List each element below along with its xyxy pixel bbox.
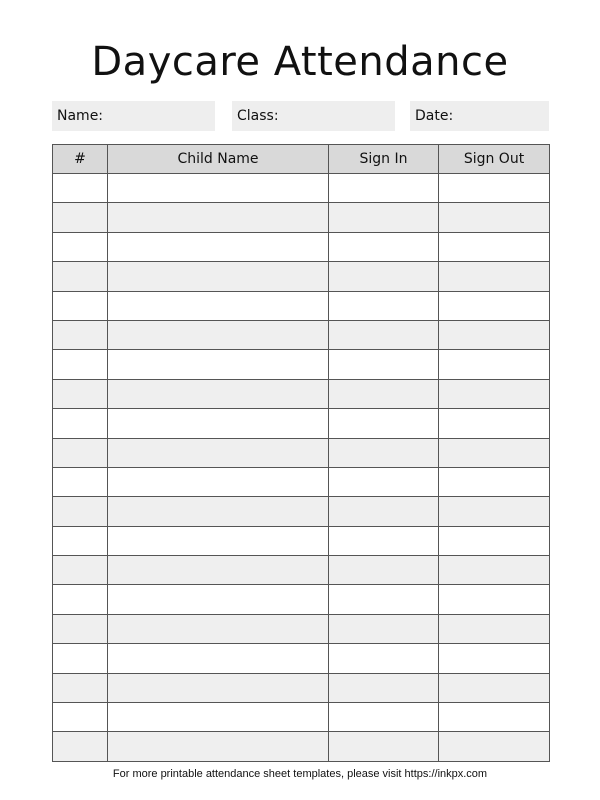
number-cell [53, 350, 108, 379]
sign-in-cell [329, 732, 439, 761]
table-row [53, 614, 550, 643]
child-name-cell [108, 350, 329, 379]
sign-in-cell [329, 174, 439, 203]
number-cell [53, 585, 108, 614]
table-row [53, 497, 550, 526]
date-field [410, 101, 549, 131]
sign-in-cell [329, 614, 439, 643]
footer-note: For more printable attendance sheet templates, please visit https://inkpx.com [112, 768, 488, 780]
sign-in-cell [329, 291, 439, 320]
sign-in-cell [329, 350, 439, 379]
sign-out-cell [439, 732, 550, 761]
number-cell [53, 673, 108, 702]
sign-out-cell [439, 497, 550, 526]
number-cell [53, 438, 108, 467]
child-name-cell [108, 467, 329, 496]
child-name-cell [108, 556, 329, 585]
sign-out-cell [439, 438, 550, 467]
table-row [53, 526, 550, 555]
child-name-cell [108, 291, 329, 320]
sign-in-cell [329, 585, 439, 614]
number-cell [53, 174, 108, 203]
page-title: Daycare Attendance [91, 39, 509, 85]
column-header-sign-in: Sign In [329, 145, 439, 174]
child-name-cell [108, 644, 329, 673]
sign-out-cell [439, 673, 550, 702]
class-field [232, 101, 395, 131]
child-name-cell [108, 232, 329, 261]
table-row [53, 409, 550, 438]
sign-out-cell [439, 526, 550, 555]
table-row [53, 585, 550, 614]
sign-in-cell [329, 320, 439, 349]
sign-out-cell [439, 467, 550, 496]
sign-in-cell [329, 556, 439, 585]
child-name-cell [108, 526, 329, 555]
table-row [53, 203, 550, 232]
sign-out-cell [439, 614, 550, 643]
child-name-cell [108, 497, 329, 526]
sign-out-cell [439, 291, 550, 320]
sign-out-cell [439, 703, 550, 732]
table-row [53, 644, 550, 673]
table-body [53, 174, 550, 762]
sign-in-cell [329, 644, 439, 673]
table-row [53, 467, 550, 496]
sign-out-cell [439, 585, 550, 614]
table-row [53, 291, 550, 320]
number-cell [53, 732, 108, 761]
table-row [53, 174, 550, 203]
sign-out-cell [439, 409, 550, 438]
child-name-cell [108, 703, 329, 732]
table-row [53, 320, 550, 349]
sign-out-cell [439, 379, 550, 408]
number-cell [53, 497, 108, 526]
sign-out-cell [439, 203, 550, 232]
child-name-cell [108, 174, 329, 203]
sign-out-cell [439, 232, 550, 261]
number-cell [53, 232, 108, 261]
number-cell [53, 203, 108, 232]
table-row [53, 732, 550, 761]
number-cell [53, 556, 108, 585]
table-header-row [53, 145, 550, 174]
child-name-cell [108, 585, 329, 614]
sign-out-cell [439, 262, 550, 291]
number-cell [53, 320, 108, 349]
child-name-cell [108, 320, 329, 349]
sign-in-cell [329, 438, 439, 467]
sign-out-cell [439, 556, 550, 585]
sign-out-cell [439, 350, 550, 379]
number-cell [53, 526, 108, 555]
attendance-table [52, 144, 550, 762]
name-field [52, 101, 215, 131]
table-row [53, 673, 550, 702]
sign-in-cell [329, 703, 439, 732]
sign-in-cell [329, 232, 439, 261]
sign-in-cell [329, 262, 439, 291]
column-header-child-name: Child Name [108, 145, 329, 174]
date-field-label: Date: [415, 108, 454, 124]
table-row [53, 379, 550, 408]
child-name-cell [108, 614, 329, 643]
column-header-number: # [53, 145, 108, 174]
table-row [53, 350, 550, 379]
sign-in-cell [329, 409, 439, 438]
number-cell [53, 409, 108, 438]
sign-in-cell [329, 467, 439, 496]
number-cell [53, 644, 108, 673]
child-name-cell [108, 379, 329, 408]
sign-out-cell [439, 644, 550, 673]
table-row [53, 438, 550, 467]
number-cell [53, 291, 108, 320]
sign-in-cell [329, 203, 439, 232]
table-row [53, 556, 550, 585]
number-cell [53, 703, 108, 732]
number-cell [53, 614, 108, 643]
class-field-label: Class: [237, 108, 279, 124]
column-header-sign-out: Sign Out [439, 145, 550, 174]
sign-in-cell [329, 526, 439, 555]
child-name-cell [108, 732, 329, 761]
number-cell [53, 262, 108, 291]
sign-out-cell [439, 320, 550, 349]
sign-in-cell [329, 379, 439, 408]
child-name-cell [108, 203, 329, 232]
child-name-cell [108, 409, 329, 438]
table-row [53, 232, 550, 261]
child-name-cell [108, 262, 329, 291]
table-row [53, 703, 550, 732]
sign-in-cell [329, 673, 439, 702]
sign-out-cell [439, 174, 550, 203]
number-cell [53, 379, 108, 408]
number-cell [53, 467, 108, 496]
table-row [53, 262, 550, 291]
child-name-cell [108, 673, 329, 702]
sign-in-cell [329, 497, 439, 526]
name-field-label: Name: [57, 108, 104, 124]
child-name-cell [108, 438, 329, 467]
